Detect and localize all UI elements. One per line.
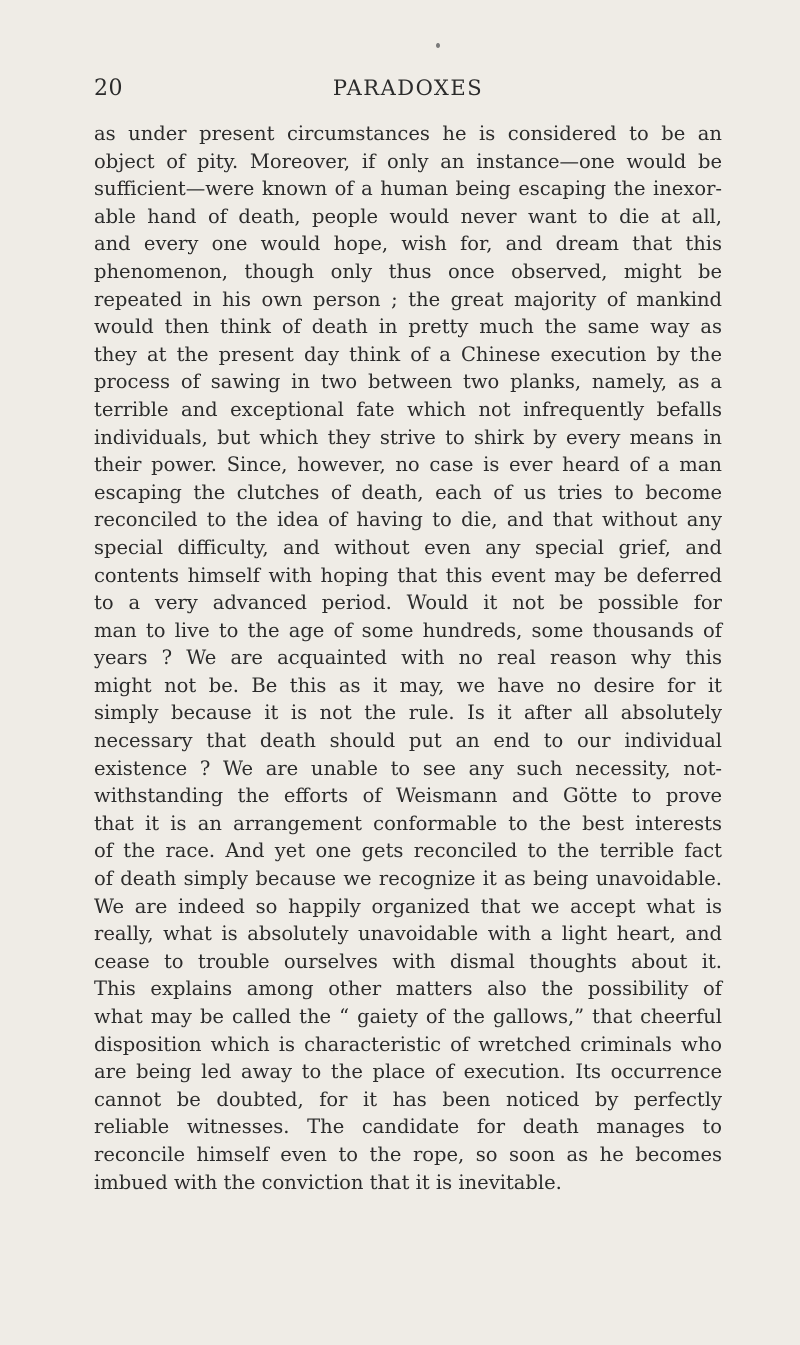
text-line: might not be. Be this as it may, we have no desire for it: [94, 673, 722, 697]
text-line: escaping the clutches of death, each of us tries to become: [94, 480, 722, 504]
text-line: of death simply because we recognize it as being unavoidable.: [94, 867, 722, 891]
text-line: their power. Since, however, no case is ever heard of a man: [94, 453, 722, 477]
text-line: that it is an arrangement conformable to the best interests: [94, 811, 722, 835]
text-line: simply because it is not the rule. Is it after all absolutely: [94, 701, 722, 725]
running-title: PARADOXES: [332, 76, 484, 100]
text-line: reconciled to the idea of having to die, and that without any: [94, 508, 722, 532]
text-line: what may be called the “ gaiety of the gallows,” that cheerful: [94, 1005, 722, 1028]
text-line: of the race. And yet one gets reconciled to the terrible fact: [94, 839, 722, 863]
running-head: [94, 76, 722, 106]
print-speck: [436, 43, 440, 48]
text-line: terrible and exceptional fate which not infrequently befalls: [94, 397, 722, 421]
text-line: and every one would hope, wish for, and dream that this: [94, 232, 722, 256]
text-line: phenomenon, though only thus once observed, might be: [94, 259, 722, 283]
body-paragraph: [94, 120, 722, 1196]
text-line: individuals, but which they strive to shirk by every means in: [94, 425, 722, 449]
text-line: We are indeed so happily organized that we accept what is: [94, 894, 722, 918]
text-line: disposition which is characteristic of wretched criminals who: [94, 1032, 722, 1056]
text-line: years ? We are acquainted with no real reason why this: [94, 646, 722, 670]
text-line: sufficient—were known of a human being escaping the inexor-: [94, 177, 722, 201]
text-line: as under present circumstances he is considered to be an: [94, 122, 722, 145]
text-line: necessary that death should put an end to our individual: [94, 729, 722, 753]
text-line: they at the present day think of a Chinese execution by the: [94, 342, 722, 366]
text-line: withstanding the efforts of Weismann and Götte to prove: [94, 784, 722, 808]
text-line: to a very advanced period. Would it not be possible for: [94, 591, 722, 615]
text-line: man to live to the age of some hundreds, some thousands of: [94, 618, 722, 642]
text-line: are being led away to the place of execution. Its occurrence: [94, 1060, 722, 1084]
text-line: repeated in his own person ; the great majority of mankind: [94, 287, 722, 311]
text-line: This explains among other matters also the possibility of: [94, 977, 722, 1001]
text-line: special difficulty, and without even any special grief, and: [94, 535, 722, 559]
text-line: reconcile himself even to the rope, so soon as he becomes: [94, 1142, 722, 1166]
text-line: process of sawing in two between two planks, namely, as a: [94, 370, 722, 394]
page-number: 20: [94, 76, 123, 101]
text-line: cease to trouble ourselves with dismal thoughts about it.: [94, 949, 722, 973]
text-line: able hand of death, people would never want to die at all,: [94, 204, 722, 228]
text-line: imbued with the conviction that it is inevitable.: [94, 1170, 562, 1194]
text-line: reliable witnesses. The candidate for death manages to: [94, 1115, 722, 1139]
text-line: cannot be doubted, for it has been noticed by perfectly: [94, 1087, 722, 1111]
text-line: would then think of death in pretty much the same way as: [94, 315, 722, 339]
text-line: contents himself with hoping that this event may be deferred: [94, 563, 722, 587]
text-line: object of pity. Moreover, if only an instance—one would be: [94, 149, 722, 173]
text-line: existence ? We are unable to see any such necessity, not-: [94, 756, 722, 780]
text-line: really, what is absolutely unavoidable with a light heart, and: [94, 922, 722, 946]
